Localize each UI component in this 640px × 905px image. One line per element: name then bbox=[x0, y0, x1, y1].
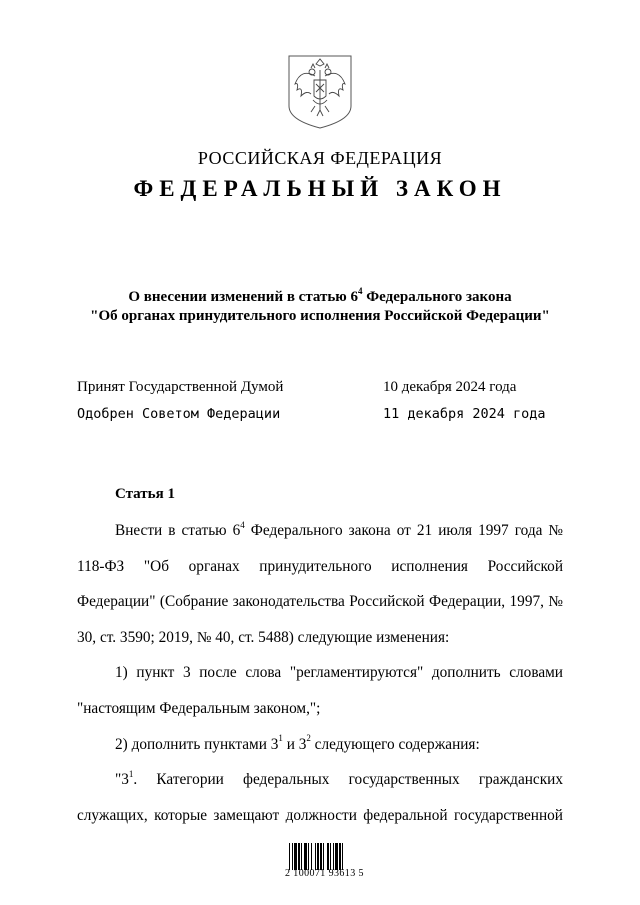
article-intro-paragraph: Внести в статью $6^4$ Федерального закона от 21 июля 1997 года № 118-ФЗ "Об органах принудительного исполнения Российской Федерации" (Собрание законодательства Российской Федерации, 1997, № 30, ст. 3590; 2019, № 40, ст. 5488) следующие изменения: bbox=[77, 519, 563, 646]
law-title-line-2: "Об органах принудительного исполнения Российской Федерации" bbox=[90, 308, 550, 324]
approved-by: Одобрен Советом Федерации bbox=[77, 406, 281, 422]
country-heading: РОССИЙСКАЯ ФЕДЕРАЦИЯ bbox=[197, 148, 443, 168]
amendment-item-1: 1) пункт 3 после слова "регламентируются" дополнить словами "настоящим Федеральным законом,"; bbox=[77, 664, 563, 717]
coat-of-arms-emblem bbox=[285, 54, 355, 130]
adoption-date: 10 декабря 2024 года bbox=[383, 379, 517, 395]
barcode-number: 2 100071 93613 5 bbox=[285, 868, 364, 879]
article-heading: Статья 1 bbox=[115, 486, 175, 502]
law-title bbox=[40, 288, 600, 326]
amendment-item-2: 2) дополнить пунктами $3^1$ и $3^2$ следующего содержания: bbox=[115, 733, 480, 753]
law-type-heading: ФЕДЕРАЛЬНЫЙ ЗАКОН bbox=[133, 176, 507, 201]
adopted-by: Принят Государственной Думой bbox=[77, 379, 284, 395]
law-title-line-1: О внесении изменений в статью $6^4$ Федерального закона bbox=[128, 286, 512, 305]
barcode-image bbox=[289, 843, 361, 870]
article-body bbox=[77, 513, 563, 833]
quoted-clause: "$3^1$. Категории федеральных государственных гражданских служащих, которые замещают должности федеральной государственной bbox=[77, 769, 563, 824]
approval-date: 11 декабря 2024 года bbox=[383, 406, 546, 422]
